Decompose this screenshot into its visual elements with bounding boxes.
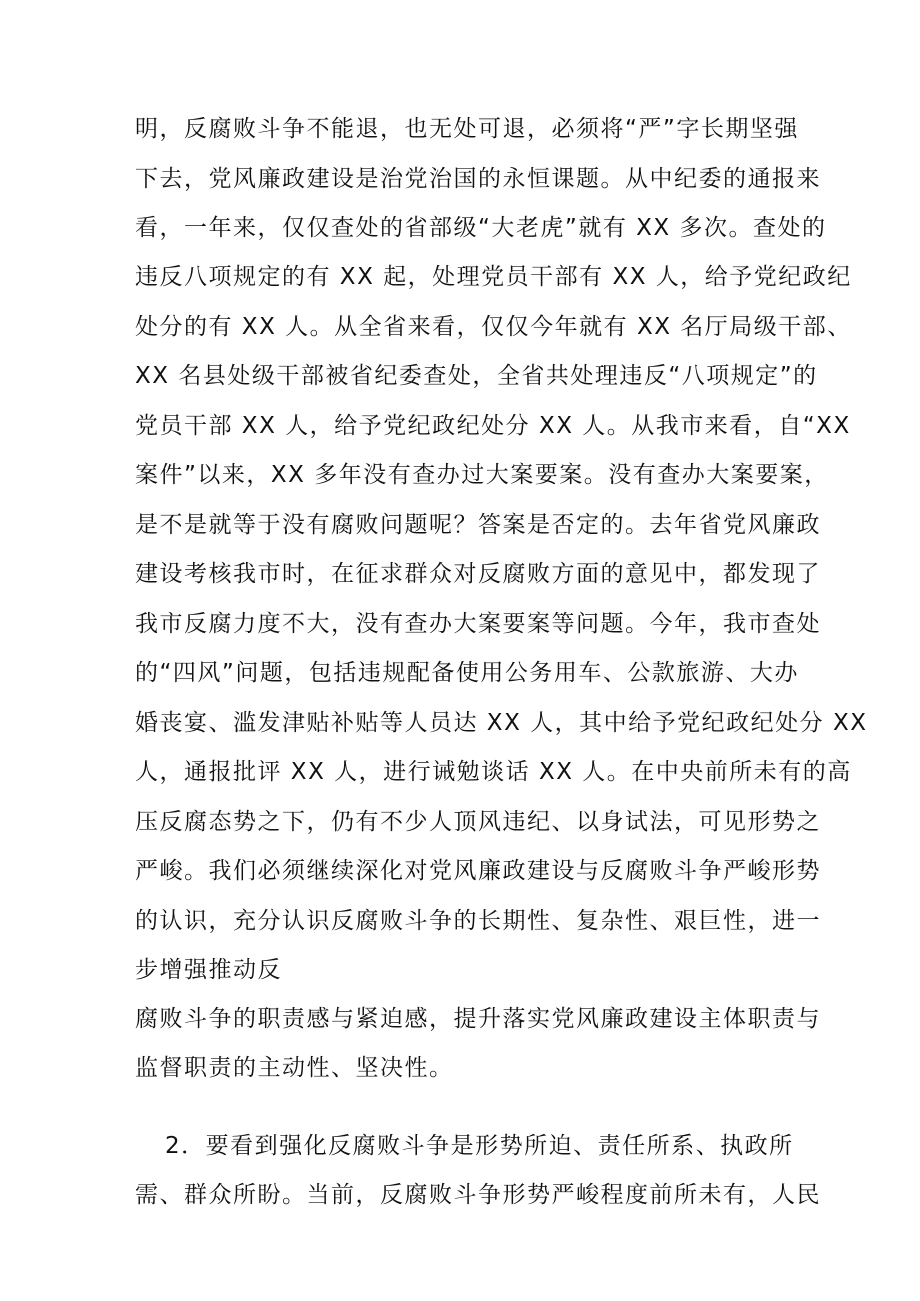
text-line: 需、群众所盼。当前，反腐败斗争形势严峻程度前所未有，人民	[135, 1182, 821, 1208]
text-line: 下去，党风廉政建设是治党治国的永恒课题。从中纪委的通报来	[135, 166, 821, 192]
text-line: 严峻。我们必须继续深化对党风廉政建设与反腐败斗争严峻形势	[135, 858, 821, 884]
text-line: 看，一年来，仅仅查处的省部级“大老虎”就有 XX 多次。查处的	[135, 215, 827, 241]
text-line: 的认识，充分认识反腐败斗争的长期性、复杂性、艰巨性，进一	[135, 908, 821, 934]
text-line: 违反八项规定的有 XX 起，处理党员干部有 XX 人，给予党纪政纪	[135, 264, 852, 290]
text-line: 人，通报批评 XX 人，进行诫勉谈话 XX 人。在中央前所未有的高	[135, 759, 852, 785]
text-line: 建设考核我市时，在征求群众对反腐败方面的意见中，都发现了	[135, 561, 821, 587]
text-line: 监督职责的主动性、坚决性。	[135, 1055, 454, 1081]
text-line: 腐败斗争的职责感与紧迫感，提升落实党风廉政建设主体职责与	[135, 1006, 821, 1032]
text-line: 婚丧宴、滥发津贴补贴等人员达 XX 人，其中给予党纪政纪处分 XX	[135, 710, 868, 736]
text-line: XX 名县处级干部被省纪委查处，全省共处理违反“八项规定”的	[135, 363, 818, 389]
text-line: 的“四风”问题，包括违规配备使用公务用车、公款旅游、大办	[135, 660, 799, 686]
text-line: 处分的有 XX 人。从全省来看，仅仅今年就有 XX 名厅局级干部、	[135, 314, 852, 340]
text-line: 我市反腐力度不大，没有查办大案要案等问题。今年，我市查处	[135, 611, 821, 637]
text-line: 是不是就等于没有腐败问题呢？答案是否定的。去年省党风廉政	[135, 512, 821, 538]
text-line: 案件”以来，XX 多年没有查办过大案要案。没有查办大案要案，	[135, 462, 829, 488]
text-line: 党员干部 XX 人，给予党纪政纪处分 XX 人。从我市来看，自“XX	[135, 413, 851, 439]
text-line: 2．要看到强化反腐败斗争是形势所迫、责任所系、执政所	[165, 1133, 794, 1159]
text-line: 压反腐态势之下，仍有不少人顶风违纪、以身试法，可见形势之	[135, 809, 821, 835]
text-line: 明，反腐败斗争不能退，也无处可退，必须将“严”字长期坚强	[135, 116, 799, 142]
text-line: 步增强推动反	[135, 957, 282, 983]
